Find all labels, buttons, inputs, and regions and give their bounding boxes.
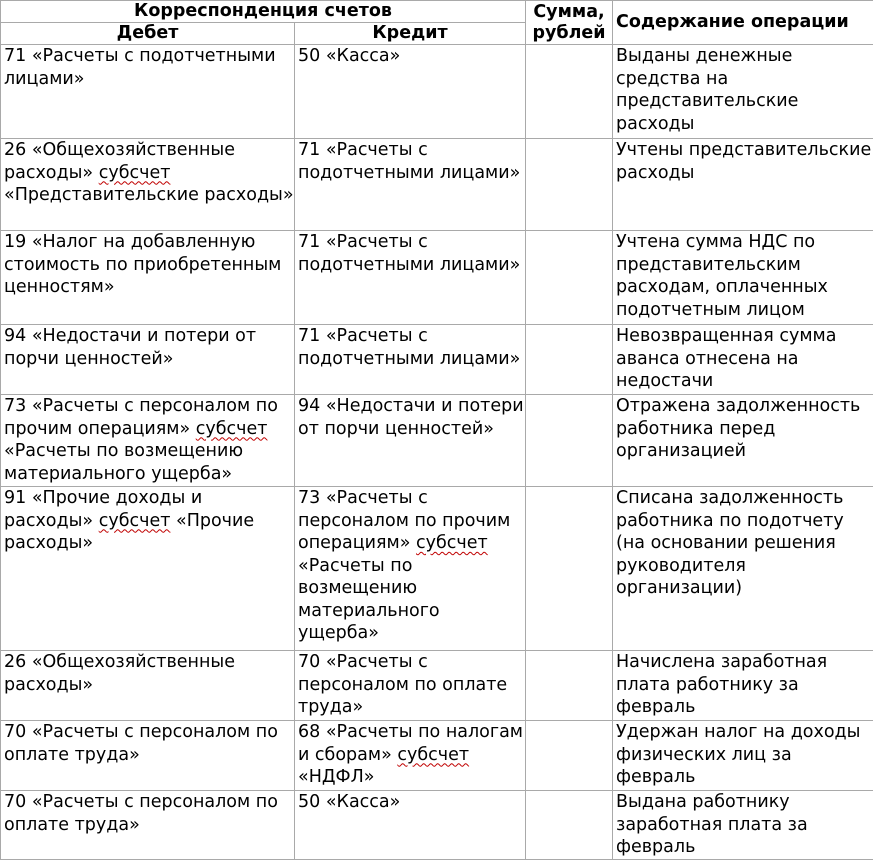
credit-cell: [295, 325, 526, 395]
description-cell: Выдана работнику заработная плата за февраль: [613, 791, 873, 860]
header-debit: Дебет: [1, 23, 295, 45]
debit-cell: [1, 791, 295, 860]
debit-cell: [1, 721, 295, 791]
credit-text: 50 «Касса»: [298, 46, 401, 66]
subaccount-word: субсчет: [98, 162, 171, 183]
debit-cell: [1, 231, 295, 325]
debit-text: «Представительские расходы»: [4, 185, 294, 205]
sum-cell: [526, 721, 613, 791]
description-cell: Списана задолженность работника по подотчету (на основании решения руководителя организации): [613, 487, 873, 651]
debit-cell: [1, 45, 295, 139]
credit-text: «НДФЛ»: [298, 767, 375, 787]
table-row: [1, 487, 873, 651]
description-cell: Начислена заработная плата работнику за февраль: [613, 651, 873, 721]
credit-cell: [295, 231, 526, 325]
header-sum-line1: Сумма,: [533, 1, 605, 22]
credit-text: 94 «Недостачи и потери от порчи ценностей»: [298, 396, 524, 439]
description-cell: Учтена сумма НДС по представительским расходам, оплаченных подотчетным лицом: [613, 231, 873, 325]
credit-cell: [295, 651, 526, 721]
debit-text: 70 «Расчеты с персоналом по оплате труда»: [4, 722, 278, 765]
sum-cell: [526, 395, 613, 487]
debit-text: «Прочие расходы»: [4, 510, 255, 553]
debit-cell: [1, 139, 295, 231]
credit-text: 71 «Расчеты с подотчетными лицами»: [298, 140, 521, 183]
table-row: [1, 325, 873, 395]
debit-text: 26 «Общехозяйственные расходы»: [4, 652, 235, 695]
credit-cell: [295, 791, 526, 860]
credit-text: 50 «Касса»: [298, 792, 401, 812]
table-row: [1, 791, 873, 860]
table-row: [1, 45, 873, 139]
debit-text: «Расчеты по возмещению материального ущерба»: [4, 441, 244, 484]
sum-cell: [526, 231, 613, 325]
debit-text: 26 «Общехозяйственные расходы»: [4, 140, 235, 183]
description-cell: Выданы денежные средства на представительские расходы: [613, 45, 873, 139]
table-row: [1, 231, 873, 325]
sum-cell: [526, 791, 613, 860]
subaccount-word: субсчет: [195, 418, 268, 439]
credit-cell: [295, 395, 526, 487]
sum-cell: [526, 325, 613, 395]
credit-text: 71 «Расчеты с подотчетными лицами»: [298, 232, 521, 275]
description-cell: Удержан налог на доходы физических лиц за февраль: [613, 721, 873, 791]
credit-cell: [295, 721, 526, 791]
subaccount-word: субсчет: [416, 533, 488, 553]
debit-text: 71 «Расчеты с подотчетными лицами»: [4, 46, 276, 89]
header-sum: [526, 1, 613, 45]
sum-cell: [526, 45, 613, 139]
credit-cell: [295, 45, 526, 139]
header-description: Содержание операции: [613, 1, 873, 45]
credit-text: 68 «Расчеты по налогам и сборам»: [298, 722, 524, 765]
credit-text: 70 «Расчеты с персоналом по оплате труда»: [298, 652, 508, 717]
sum-cell: [526, 139, 613, 231]
credit-text: 71 «Расчеты с подотчетными лицами»: [298, 326, 521, 369]
table-row: [1, 139, 873, 231]
debit-cell: [1, 487, 295, 651]
table-row: [1, 721, 873, 791]
debit-text: 94 «Недостачи и потери от порчи ценностей»: [4, 326, 257, 369]
description-cell: Невозвращенная сумма аванса отнесена на недостачи: [613, 325, 873, 395]
debit-text: 73 «Расчеты с персоналом по прочим операциям»: [4, 396, 278, 439]
sum-cell: [526, 487, 613, 651]
debit-cell: [1, 651, 295, 721]
debit-text: 70 «Расчеты с персоналом по оплате труда»: [4, 792, 278, 835]
debit-text: 91 «Прочие доходы и расходы»: [4, 488, 203, 531]
table-header: [1, 1, 873, 45]
subaccount-word: субсчет: [397, 744, 470, 765]
header-credit: Кредит: [295, 23, 526, 45]
debit-text: 19 «Налог на добавленную стоимость по приобретенным ценностям»: [4, 232, 282, 297]
credit-text: «Расчеты по возмещению материального ущерба»: [298, 555, 440, 643]
description-cell: Учтены представительские расходы: [613, 139, 873, 231]
debit-cell: [1, 395, 295, 487]
subaccount-word: субсчет: [98, 510, 171, 531]
credit-cell: [295, 487, 526, 651]
debit-cell: [1, 325, 295, 395]
table-row: [1, 395, 873, 487]
header-correspondence: Корреспонденция счетов: [1, 1, 526, 23]
header-sum-line2: рублей: [532, 22, 606, 43]
description-cell: Отражена задолженность работника перед организацией: [613, 395, 873, 487]
credit-text: 73 «Расчеты с персоналом по прочим операциям»: [298, 488, 511, 553]
sum-cell: [526, 651, 613, 721]
credit-cell: [295, 139, 526, 231]
table-row: [1, 651, 873, 721]
table-body: [1, 45, 873, 860]
